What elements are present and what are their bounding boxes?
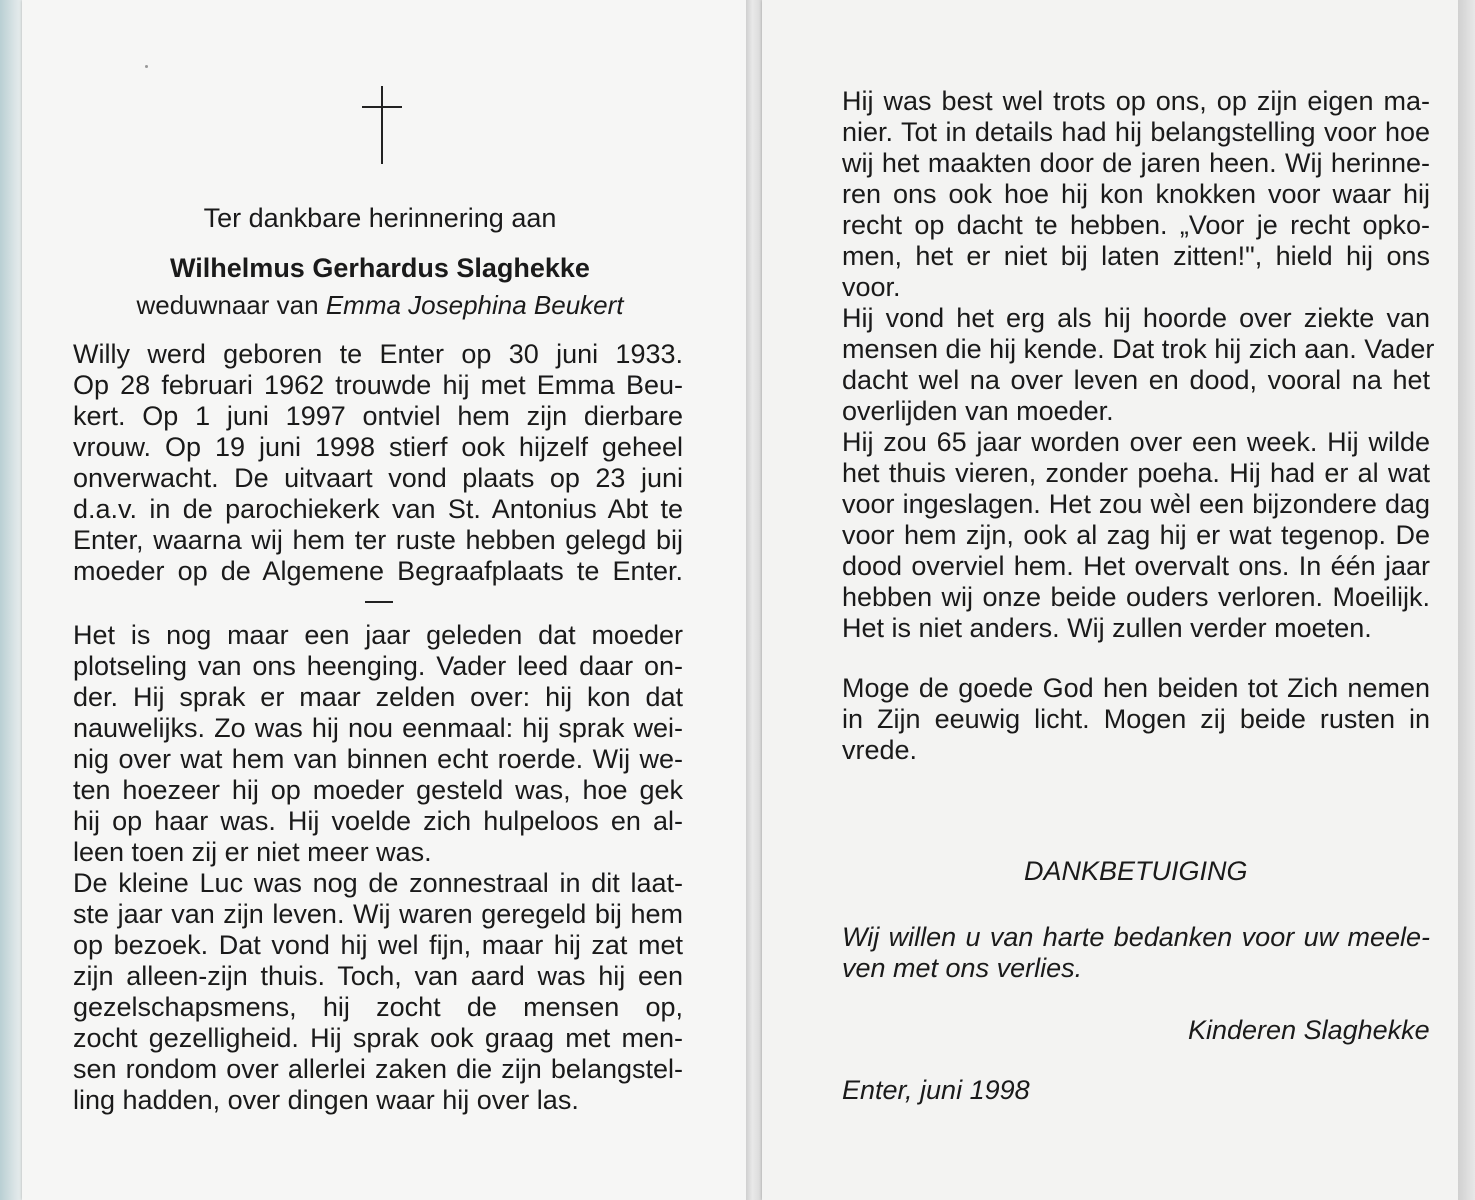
place-date: Enter, juni 1998 <box>842 1075 1030 1105</box>
text-line: Het is nog maar een jaar geleden dat moeder <box>73 620 683 650</box>
text-line: Hij vond het erg als hij hoorde over ziekte van <box>842 303 1430 333</box>
text-line: gezelschapsmens, hij zocht de mensen op, <box>73 992 683 1022</box>
text-line: ren ons ook hoe hij kon knokken voor waar hij <box>842 179 1430 209</box>
text-line: ling hadden, over dingen waar hij over las. <box>73 1085 579 1115</box>
story-paragraph <box>73 620 683 1116</box>
text-line: dacht wel na over leven en dood, vooral na het <box>842 365 1430 395</box>
thanks-heading: DANKBETUIGING <box>1024 856 1248 886</box>
text-line: wij het maakten door de jaren heen. Wij herinne- <box>842 148 1430 178</box>
text-line: overlijden van moeder. <box>842 396 1114 426</box>
text-line: kert. Op 1 juni 1997 ontviel hem zijn dierbare <box>73 401 683 431</box>
text-line: ven met ons verlies. <box>842 953 1083 983</box>
memorial-intro: Ter dankbare herinnering aan <box>203 203 557 233</box>
text-line: d.a.v. in de parochiekerk van St. Antonius Abt te <box>73 494 683 524</box>
text-line: Hij zou 65 jaar worden over een week. Hij wilde <box>842 427 1430 457</box>
text-line: ste jaar van zijn leven. Wij waren geregeld bij hem <box>73 899 683 929</box>
text-line: vrede. <box>842 735 918 765</box>
text-line: in Zijn eeuwig licht. Mogen zij beide rusten in <box>842 704 1430 734</box>
text-line: der. Hij sprak er maar zelden over: hij kon dat <box>73 682 683 712</box>
text-line: De kleine Luc was nog de zonnestraal in dit laat- <box>73 868 683 898</box>
text-line: onverwacht. De uitvaart vond plaats op 23 juni <box>73 463 683 493</box>
text-line: leen toen zij er niet meer was. <box>73 837 432 867</box>
text-line: dood overviel hem. Het overvalt ons. In één jaar <box>842 551 1430 581</box>
deceased-name: Wilhelmus Gerhardus Slaghekke <box>170 253 590 283</box>
text-line: Wij willen u van harte bedanken voor uw meele- <box>842 922 1430 952</box>
text-line: ten hoezeer hij op moeder gesteld was, hoe gek <box>73 775 683 805</box>
widower-prefix: weduwnaar van <box>136 290 319 320</box>
biography-paragraph <box>73 339 683 587</box>
text-line: Hij was best wel trots op ons, op zijn eigen ma- <box>842 86 1430 116</box>
text-line: mensen die hij kende. Dat trok hij zich aan. Vader <box>842 334 1435 364</box>
text-line: Enter, waarna wij hem ter ruste hebben gelegd bij <box>73 525 683 555</box>
text-line: men, het er niet bij laten zitten!", hield hij ons <box>842 241 1430 271</box>
prayer-paragraph <box>842 673 1430 766</box>
text-line: zocht gezelligheid. Hij sprak ook graag met men- <box>73 1023 683 1053</box>
text-line: voor hem zijn, ook al zag hij er wat tegenop. De <box>842 520 1430 550</box>
thanks-paragraph <box>842 922 1430 984</box>
reflection-paragraph <box>842 86 1435 644</box>
signature: Kinderen Slaghekke <box>1188 1015 1430 1045</box>
text-line: Het is niet anders. Wij zullen verder moeten. <box>842 613 1372 643</box>
text-line: recht op dacht te hebben. „Voor je recht opko- <box>842 210 1430 240</box>
scan-speck <box>145 65 148 68</box>
text-line: hebben wij onze beide ouders verloren. Moeilijk. <box>842 582 1430 612</box>
text-line: nauwelijks. Zo was hij nou eenmaal: hij sprak wei- <box>73 713 683 743</box>
text-line: Willy werd geboren te Enter op 30 juni 1933. <box>73 339 683 369</box>
fold-gutter <box>746 0 762 1200</box>
text-line: sen rondom over allerlei zaken die zijn belangstel- <box>73 1054 683 1084</box>
text-line: hij op haar was. Hij voelde zich hulpeloos en al- <box>73 806 683 836</box>
text-line: plotseling van ons heenging. Vader leed daar on- <box>73 651 683 681</box>
text-line: zijn alleen-zijn thuis. Toch, van aard was hij een <box>73 961 683 991</box>
text-line: op bezoek. Dat vond hij wel fijn, maar hij zat met <box>73 930 683 960</box>
text-line: voor. <box>842 272 901 302</box>
spouse-name: Emma Josephina Beukert <box>325 290 624 320</box>
widower-line <box>60 290 700 321</box>
text-line: vrouw. Op 19 juni 1998 stierf ook hijzelf geheel <box>73 432 683 462</box>
text-line: nig over wat hem van binnen echt roerde. Wij we- <box>73 744 683 774</box>
card-edge-right <box>1458 0 1475 1200</box>
card-edge <box>0 0 22 1200</box>
text-line: het thuis vieren, zonder poeha. Hij had er al wat <box>842 458 1430 488</box>
cross-icon <box>362 86 402 164</box>
text-line: Moge de goede God hen beiden tot Zich nemen <box>842 673 1430 703</box>
section-divider <box>365 601 393 603</box>
text-line: moeder op de Algemene Begraafplaats te Enter. <box>73 556 683 586</box>
text-line: Op 28 februari 1962 trouwde hij met Emma Beu- <box>73 370 683 400</box>
text-line: nier. Tot in details had hij belangstelling voor hoe <box>842 117 1430 147</box>
text-line: voor ingeslagen. Het zou wèl een bijzondere dag <box>842 489 1430 519</box>
